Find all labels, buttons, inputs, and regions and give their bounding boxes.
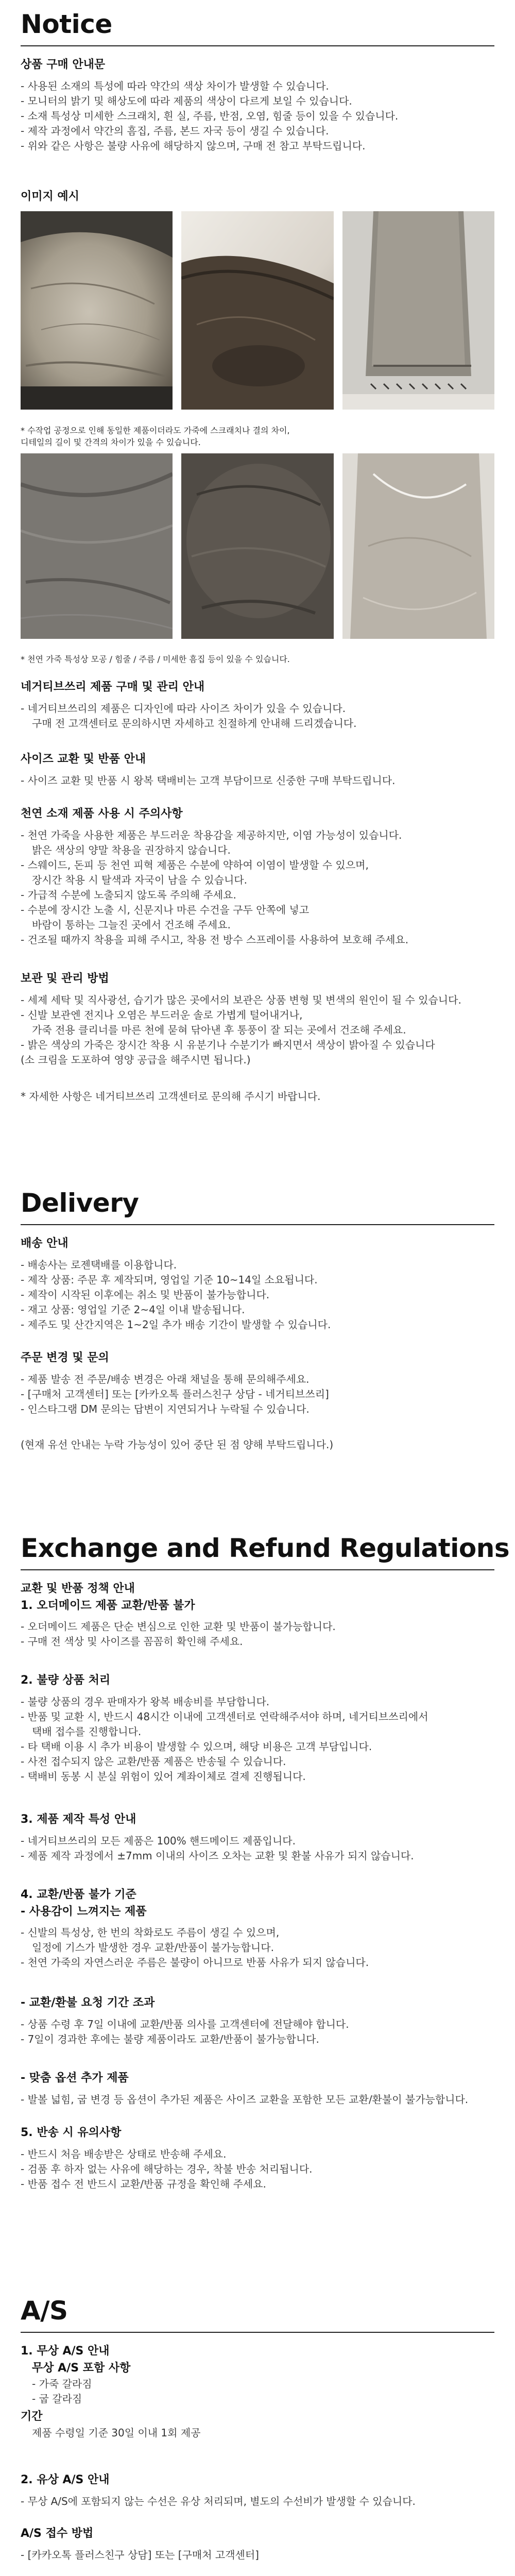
request-period-line: - 상품 수령 후 7일 이내에 교환/반품 의사를 고객센터에 전달해야 합니다. [21, 2018, 349, 2030]
leather-caution-notice [21, 807, 494, 947]
storage-line: - 신발 보관엔 전지나 오염은 부드러운 솔로 가볍게 털어내거나, [21, 1008, 303, 1021]
purchase-notice [21, 58, 494, 154]
image-caption-line: * 천연 가죽 특성상 모공 / 힘줄 / 주름 / 미세한 흠집 등이 있을 수 있습니다. [21, 654, 290, 664]
request-period-line: - 7일이 경과한 후에는 불량 제품이라도 교환/반품이 불가능합니다. [21, 2032, 319, 2045]
handmade-policy [21, 1812, 494, 1863]
shipping-line: - 재고 상품: 영업일 기준 2~4일 이내 발송됩니다. [21, 1303, 245, 1316]
defect-line: - 사전 접수되지 않은 교환/반품 제품은 반송될 수 있습니다. [21, 1755, 286, 1768]
free-as-info [21, 2344, 494, 2441]
image-caption-line: * 수작업 공정으로 인해 동일한 제품이더라도 가죽에 스크래치나 결의 차이, [21, 426, 290, 435]
purchase-line: - 모니터의 밝기 및 해상도에 따라 제품의 색상이 다르게 보일 수 있습니다. [21, 94, 352, 107]
shipping-line: - 제작이 시작된 이후에는 취소 및 반품이 불가능합니다. [21, 1288, 270, 1301]
storage-line: - 세제 세탁 및 직사광선, 습기가 많은 곳에서의 보관은 상품 변형 및 변색의 원인이 될 수 있습니다. [21, 993, 461, 1006]
brand-care-heading: 네거티브쓰리 제품 구매 및 관리 안내 [21, 681, 205, 693]
exchange-title: Exchange and Refund Regulations [21, 1533, 510, 1563]
leather-caution-heading: 천연 소재 제품 사용 시 주의사항 [21, 807, 183, 820]
not-allowed-line: - 천연 가죽의 자연스러운 주름은 불량이 아니므로 반품 사유가 되지 않습니다. [21, 1956, 369, 1969]
delivery-title: Delivery [21, 1188, 139, 1218]
order-change-heading: 주문 변경 및 문의 [21, 1351, 109, 1364]
size-exchange-heading: 사이즈 교환 및 반품 안내 [21, 753, 146, 766]
paid-as-heading: 2. 유상 A/S 안내 [21, 2473, 110, 2486]
storage-line: (소 크림을 도포하여 영양 공급을 해주시면 됩니다.) [21, 1053, 251, 1066]
defect-line: - 타 택배 이용 시 추가 비용이 발생할 수 있으며, 해당 비용은 고객 부담입니다. [21, 1740, 372, 1753]
order-change-line: - 인스타그램 DM 문의는 답변이 지연되거나 누락될 수 있습니다. [21, 1402, 310, 1415]
leather-caution-line: - 스웨이드, 돈피 등 천연 피혁 제품은 수분에 약하여 이염이 발생할 수 있으며, [21, 858, 369, 871]
order-change-line: - [구매처 고객센터] 또는 [카카오톡 플러스친구 상담 - 네거티브쓰리] [21, 1387, 329, 1400]
delivery-holiday-note: (현재 유선 안내는 누락 가능성이 있어 중단 된 점 양해 부탁드립니다.) [21, 1438, 334, 1451]
leather-caution-line: - 천연 가죽을 사용한 제품은 부드러운 착용감을 제공하지만, 이염 가능성이 있습니다. [21, 828, 402, 841]
shipping-line: - 제주도 및 산간지역은 1~2일 추가 배송 기간이 발생할 수 있습니다. [21, 1318, 331, 1331]
not-allowed-heading: 4. 교환/반품 불가 기준 [21, 1888, 136, 1901]
delivery-divider [21, 1224, 494, 1225]
request-period-policy [21, 1996, 494, 2047]
return-shipping-line: - 반드시 처음 배송받은 상태로 반송해 주세요. [21, 2147, 227, 2160]
notice-title: Notice [21, 9, 112, 39]
custom-option-heading: - 맞춤 옵션 추가 제품 [21, 2072, 129, 2084]
defect-line: 택배 접수를 진행합니다. [32, 1725, 142, 1738]
storage-heading: 보관 및 관리 방법 [21, 972, 109, 985]
shipping-info [21, 1236, 494, 1332]
storage-line: - 밝은 색상의 가죽은 장시간 착용 시 유분기나 수분기가 빠지면서 색상이 밝아질 수 있습니다 [21, 1038, 435, 1051]
order-change-info [21, 1351, 494, 1417]
paid-as-info [21, 2473, 494, 2509]
leather-caution-line: 장시간 착용 시 탈색과 자국이 남을 수 있습니다. [32, 873, 247, 886]
brand-care-line: - 네거티브쓰리의 제품은 디자인에 따라 사이즈 차이가 있을 수 있습니다. [21, 702, 346, 715]
brand-care-line: 구매 전 고객센터로 문의하시면 자세하고 친절하게 안내해 드리겠습니다. [32, 717, 357, 730]
storage-notice [21, 972, 494, 1067]
ordermade-line: - 구매 전 색상 및 사이즈를 꼼꼼히 확인해 주세요. [21, 1635, 243, 1648]
image-example-label: 이미지 예시 [21, 190, 79, 203]
notice-divider [21, 45, 494, 46]
used-product-heading: - 사용감이 느껴지는 제품 [21, 1905, 147, 1918]
as-reception-info [21, 2527, 494, 2563]
defect-heading: 2. 불량 상품 처리 [21, 1674, 111, 1687]
defect-line: - 반품 및 교환 시, 반드시 48시간 이내에 고객센터로 연락해주셔야 하며, 네거티브쓰리에서 [21, 1710, 428, 1723]
paid-as-line: - 무상 A/S에 포함되지 않는 수선은 유상 처리되며, 별도의 수선비가 발생할 수 있습니다. [21, 2495, 416, 2507]
shipping-line: - 배송사는 로젠택배를 이용합니다. [21, 1258, 177, 1271]
notice-contact-note: * 자세한 사항은 네거티브쓰리 고객센터로 문의해 주시기 바랍니다. [21, 1090, 321, 1103]
exchange-policy-heading: 교환 및 반품 정책 안내 [21, 1582, 135, 1595]
as-reception-line: - [카카오톡 플러스친구 상담] 또는 [구매처 고객센터] [21, 2548, 259, 2561]
purchase-line: - 사용된 소재의 특성에 따라 약간의 색상 차이가 발생할 수 있습니다. [21, 79, 329, 92]
size-exchange-notice [21, 752, 494, 788]
free-as-period-line: 제품 수령일 기준 30일 이내 1회 제공 [32, 2426, 201, 2439]
free-as-period-heading: 기간 [21, 2410, 43, 2424]
shipping-heading: 배송 안내 [21, 1237, 68, 1250]
as-title: A/S [21, 2296, 68, 2326]
not-allowed-policy [21, 1888, 494, 1970]
defect-line: - 불량 상품의 경우 판매자가 왕복 배송비를 부담합니다. [21, 1695, 270, 1708]
brand-care-notice [21, 680, 494, 731]
leather-caution-line: - 수분에 장시간 노출 시, 신문지나 마른 수건을 구두 안쪽에 넣고 [21, 903, 310, 916]
handmade-line: - 제품 제작 과정에서 ±7mm 이내의 사이즈 오차는 교환 및 환불 사유가 되지 않습니다. [21, 1849, 414, 1862]
as-reception-heading: A/S 접수 방법 [21, 2527, 94, 2540]
free-as-included-heading: 무상 A/S 포함 사항 [32, 2361, 131, 2375]
ordermade-line: - 오더메이드 제품은 단순 변심으로 인한 교환 및 반품이 불가능합니다. [21, 1620, 336, 1633]
ordermade-heading: 1. 오더메이드 제품 교환/반품 불가 [21, 1599, 195, 1612]
order-change-line: - 제품 발송 전 주문/배송 변경은 아래 채널을 통해 문의해주세요. [21, 1372, 310, 1385]
purchase-heading: 상품 구매 안내문 [21, 58, 106, 71]
exchange-divider [21, 1569, 494, 1570]
return-shipping-line: - 반품 접수 전 반드시 교환/반품 규정을 확인해 주세요. [21, 2177, 266, 2190]
leather-scratch-photo [21, 211, 173, 410]
size-exchange-line: - 사이즈 교환 및 반품 시 왕복 택배비는 고객 부담이므로 신중한 구매 부탁드립니다. [21, 774, 396, 787]
leather-caution-line: 밝은 색상의 양말 착용을 권장하지 않습니다. [32, 843, 231, 856]
free-as-line: - 가죽 갈라짐 [32, 2378, 92, 2391]
purchase-line: - 소재 특성상 미세한 스크래치, 흰 실, 주름, 반점, 오염, 힘줄 등이 있을 수 있습니다. [21, 109, 399, 122]
leather-caution-line: 바람이 통하는 그늘진 곳에서 건조해 주세요. [32, 918, 231, 931]
custom-option-line: - 발볼 넓힘, 굽 변경 등 옵션이 추가된 제품은 사이즈 교환을 포함한 모든 교환/환불이 불가능합니다. [21, 2093, 469, 2106]
handmade-line: - 네거티브쓰리의 모든 제품은 100% 핸드메이드 제품입니다. [21, 1834, 296, 1847]
defect-line: - 택배비 동봉 시 분실 위험이 있어 계좌이체로 결제 진행됩니다. [21, 1770, 306, 1783]
shipping-line: - 제작 상품: 주문 후 제작되며, 영업일 기준 10~14일 소요됩니다. [21, 1273, 318, 1286]
image-caption-line: 디테일의 길이 및 간격의 차이가 있을 수 있습니다. [21, 437, 201, 447]
leather-crease-photo [21, 453, 173, 639]
return-shipping-heading: 5. 반송 시 유의사항 [21, 2126, 122, 2139]
leather-pore-photo [181, 453, 334, 639]
custom-option-policy [21, 2071, 494, 2107]
leather-scratch-detail-photo [342, 453, 494, 639]
exchange-policy [21, 1582, 494, 1649]
purchase-line: - 제작 과정에서 약간의 흠집, 주름, 본드 자국 등이 생길 수 있습니다. [21, 124, 329, 137]
purchase-line: - 위와 같은 사항은 불량 사유에 해당하지 않으며, 구매 전 참고 부탁드립니다. [21, 139, 366, 152]
return-shipping-line: - 검품 후 하자 없는 사유에 해당하는 경우, 착불 반송 처리됩니다. [21, 2162, 313, 2175]
not-allowed-line: 일정에 기스가 발생한 경우 교환/반품이 불가능합니다. [32, 1941, 274, 1954]
not-allowed-line: - 신발의 특성상, 한 번의 착화로도 주름이 생길 수 있으며, [21, 1926, 280, 1939]
free-as-line: - 굽 갈라짐 [32, 2393, 82, 2405]
as-divider [21, 2332, 494, 2333]
shoe-stitch-photo [342, 211, 494, 410]
free-as-heading: 1. 무상 A/S 안내 [21, 2345, 110, 2358]
leather-caution-line: - 건조될 때까지 착용을 피해 주시고, 착용 전 방수 스프레이를 사용하여 보호해 주세요. [21, 933, 409, 946]
storage-line: 가죽 전용 클리너를 마른 천에 묻혀 닦아낸 후 통풍이 잘 되는 곳에서 건조해 주세요. [32, 1023, 406, 1036]
handmade-heading: 3. 제품 제작 특성 안내 [21, 1813, 136, 1826]
request-period-heading: - 교환/환불 요청 기간 조과 [21, 1996, 155, 2009]
leather-detail-photo [181, 211, 334, 410]
defect-policy [21, 1673, 494, 1784]
leather-caution-line: - 가급적 수분에 노출되지 않도록 주의해 주세요. [21, 888, 236, 901]
return-shipping-policy [21, 2126, 494, 2192]
